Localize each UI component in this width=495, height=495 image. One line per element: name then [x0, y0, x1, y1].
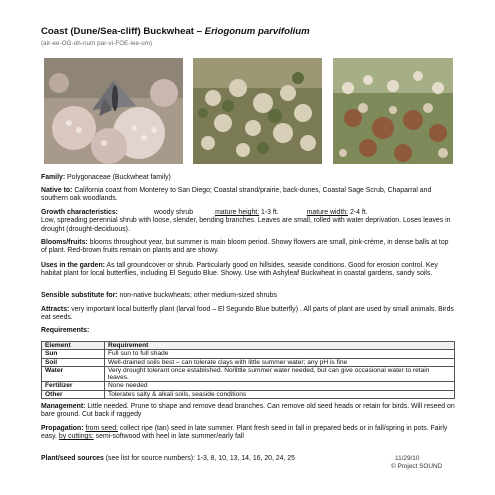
growth-form: woody shrub	[153, 209, 194, 216]
row-requirement: Very drought tolerant once established. No/little summer water needed, but can give occasional water to retain leaves.	[105, 366, 455, 382]
from-seed-label: from seed:	[85, 425, 118, 432]
native-value: California coast from Monterey to San Diego; Coastal strand/prairie, back-dunes, Coastal Sage Scrub, Chaparral and southern oak woodlands.	[41, 187, 432, 203]
title-scientific-name: Eriogonum parvifolium	[204, 26, 310, 37]
uses-section	[41, 262, 456, 279]
header-requirement: Requirement	[105, 342, 455, 350]
row-element: Other	[42, 390, 105, 398]
uses-label: Uses in the garden:	[41, 262, 105, 269]
table-row	[42, 366, 455, 382]
buckwheat-shrub-photo	[193, 58, 322, 164]
mature-width-value: 2-4 ft.	[349, 209, 368, 216]
butterfly-on-buckwheat-flowers-photo	[44, 58, 183, 164]
from-seed-text: collect ripe (tan) seed in late summer. Plant fresh seed in fall in prepared beds or in fall/spring in pots. Fairly easy.	[41, 425, 448, 441]
native-section	[41, 187, 456, 204]
management-section	[41, 403, 456, 420]
row-requirement: Tolerates salty & alkali soils, seaside conditions	[105, 390, 455, 398]
row-requirement: Well-drained soils best – can tolerate clays with little summer water; any pH is fine	[105, 358, 455, 366]
management-value: Little needed. Prune to shape and remove dead branches. Can remove old seed heads or retain for birds. Will reseed on bare ground. Cut back if raggedy	[41, 403, 455, 419]
footer-date: 11/29/10	[395, 455, 420, 462]
blooms-section	[41, 239, 456, 256]
management-label: Management:	[41, 403, 86, 410]
sources-note: (see list for source numbers):	[105, 455, 195, 462]
row-requirement: Full sun to full shade	[105, 350, 455, 358]
sources-label: Plant/seed sources	[41, 455, 104, 462]
page-title	[41, 26, 310, 37]
sources-section	[41, 455, 391, 463]
table-header-row	[42, 342, 455, 350]
substitute-value: non-native buckwheats; other medium-sized shrubs	[119, 292, 277, 299]
propagation-label: Propagation:	[41, 425, 84, 432]
sources-value: 1-3, 8, 10, 13, 14, 16, 20, 24, 25	[196, 455, 295, 462]
table-row	[42, 350, 455, 358]
uses-value: As tall groundcover or shrub. Particularly good on hillsides, seaside conditions. Good for erosion control. Key habitat plant for local butterflies, including El Segudo Blue. Showy. Use with Ashyleaf Buckwheat in coastal gardens, sandy soils.	[41, 262, 438, 278]
blooms-value: blooms throughout year, but summer is main bloom period. Showy flowers are small, pink-crème, in dense balls at top of plant. Red-brown fruits remain on plants and are showy.	[41, 239, 449, 255]
title-common-name: Coast (Dune/Sea-cliff) Buckwheat –	[41, 26, 205, 37]
substitute-section	[41, 292, 456, 300]
growth-description: Low, spreading perennial shrub with loose, slender, bending branches. Leaves are small, rolled with water deprivation. Loses leaves in drought (drought-deciduous).	[41, 217, 451, 233]
mature-height-value: 1-3 ft.	[261, 209, 279, 216]
family-label: Family:	[41, 174, 66, 181]
attracts-value: very important local butterfly plant (larval food – El Segundo Blue butterfly) . All parts of plant are used by small animals. Birds eat seeds.	[41, 306, 454, 322]
mature-height-label: mature height:	[215, 209, 260, 216]
growth-section	[41, 209, 456, 234]
family-value: Polygonaceae (Buckwheat family)	[67, 174, 171, 181]
pronunciation: (air-ee-OG-oh-num par-vi-FOE-lee-um)	[41, 40, 153, 47]
table-row	[42, 390, 455, 398]
header-element: Element	[42, 342, 105, 350]
requirements-label: Requirements:	[41, 327, 90, 334]
row-element: Soil	[42, 358, 105, 366]
buckwheat-hillside-photo	[333, 58, 453, 164]
native-label: Native to:	[41, 187, 73, 194]
propagation-section	[41, 425, 456, 442]
table-row	[42, 358, 455, 366]
row-element: Sun	[42, 350, 105, 358]
blooms-label: Blooms/fruits:	[41, 239, 88, 246]
by-cuttings-text: semi-softwood with heel in late summer/early fall	[95, 433, 244, 441]
footer-copyright: © Project SOUND	[391, 463, 443, 470]
row-requirement: None needed	[105, 382, 455, 390]
family-section	[41, 174, 456, 182]
table-row	[42, 382, 455, 390]
row-element: Water	[42, 366, 105, 382]
growth-label: Growth characteristics:	[41, 209, 118, 216]
attracts-section	[41, 306, 456, 323]
attracts-label: Attracts:	[41, 306, 70, 313]
substitute-label: Sensible substitute for:	[41, 292, 118, 299]
mature-width-label: mature width:	[306, 209, 349, 216]
requirements-section	[41, 327, 456, 335]
requirements-table	[41, 341, 455, 399]
by-cuttings-label: by cuttings:	[58, 433, 94, 441]
row-element: Fertilizer	[42, 382, 105, 390]
